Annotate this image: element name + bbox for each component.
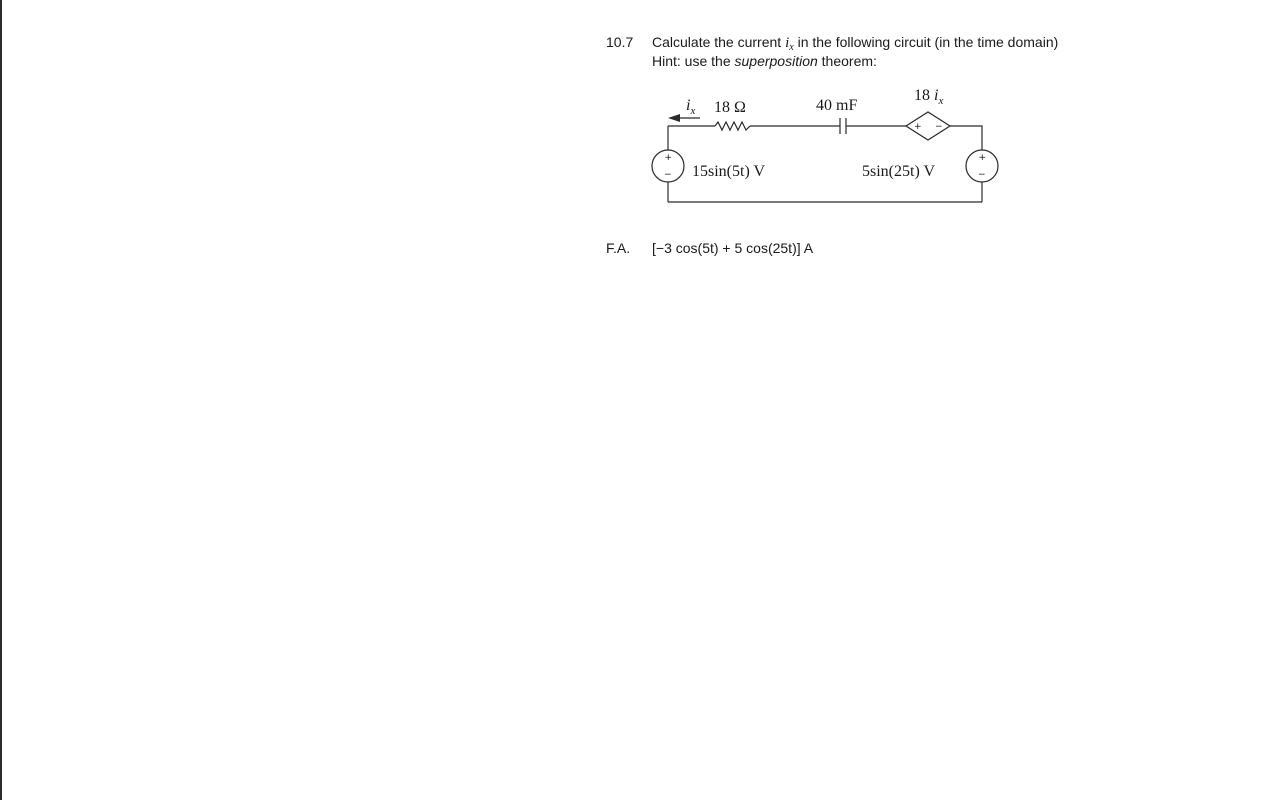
problem-number: 10.7 [606, 34, 634, 50]
hint-line [652, 53, 877, 69]
hint-prefix: Hint: use the [652, 53, 735, 69]
page-left-border [0, 0, 2, 800]
problem-variable-subscript: x [789, 42, 794, 53]
wire-top-right [950, 126, 982, 150]
right-source-minus: − [978, 170, 986, 180]
dependent-source-minus: − [935, 122, 943, 132]
right-source-plus: + [978, 153, 987, 163]
problem-text-before: Calculate the current [652, 34, 786, 50]
problem-variable-symbol: i [785, 35, 790, 51]
dependent-source-plus: + [914, 122, 922, 132]
problem-variable [785, 35, 794, 51]
dependent-source-subscript: x [938, 95, 944, 107]
final-answer-value: [−3 cos(5t) + 5 cos(25t)] A [652, 240, 814, 256]
hint-suffix: theorem: [817, 53, 877, 69]
hint-emphasis: superposition [734, 53, 818, 69]
problem-statement [652, 34, 1058, 53]
final-answer-label: F.A. [606, 240, 631, 256]
current-label-symbol: i [686, 97, 691, 114]
current-label-subscript: x [690, 105, 696, 117]
dependent-source-variable: i [934, 87, 939, 104]
problem-text-after: in the following circuit (in the time domain) [793, 34, 1059, 50]
right-source-label: 5sin(25t) V [862, 163, 936, 180]
left-source-minus: − [664, 170, 672, 180]
capacitor-label: 40 mF [816, 97, 858, 114]
current-label [686, 97, 695, 117]
left-source-plus: + [664, 153, 673, 163]
dependent-source-diamond [906, 112, 950, 140]
circuit-diagram [600, 80, 1020, 220]
left-source-label: 15sin(5t) V [692, 163, 766, 180]
resistor-zigzag [715, 122, 750, 130]
current-arrow-head [668, 114, 680, 122]
dependent-source-coefficient: 18 [914, 87, 934, 104]
resistor-label: 18 Ω [714, 99, 746, 116]
dependent-source-label [914, 87, 943, 107]
